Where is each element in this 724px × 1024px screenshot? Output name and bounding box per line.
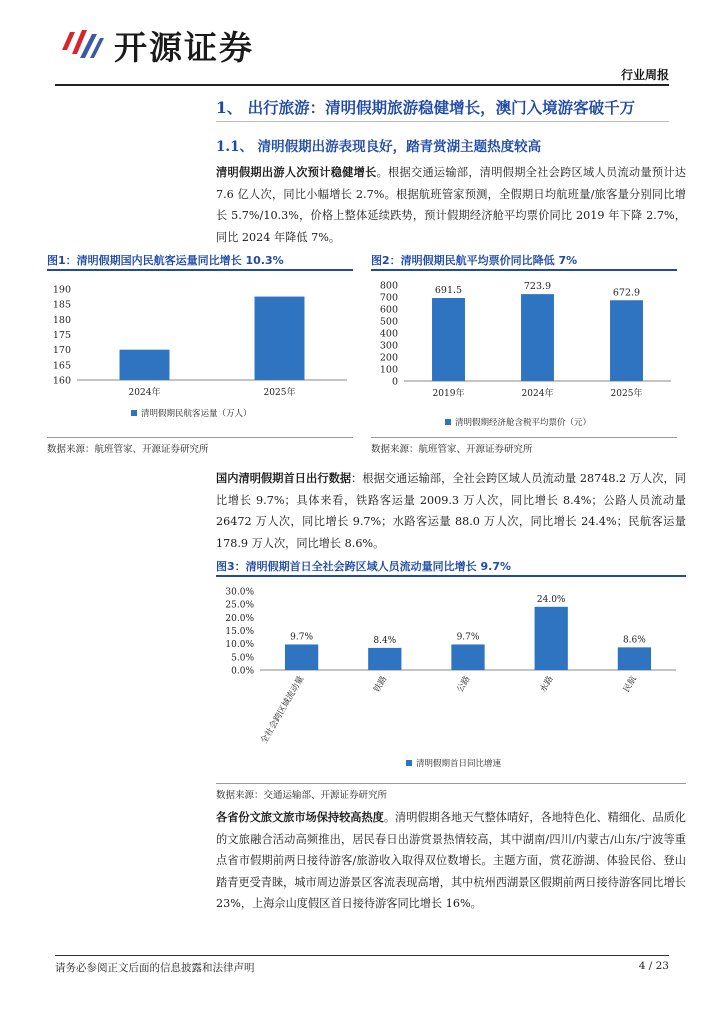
y-tick-label: 100 [379, 364, 398, 376]
y-tick-label: 160 [52, 375, 71, 387]
y-tick-label: 190 [52, 284, 71, 296]
y-tick-label: 165 [52, 360, 71, 372]
header-divider [55, 84, 669, 86]
paragraph-3-lead: 各省份文旅文旅市场保持较高热度 [216, 810, 384, 824]
page-number: 4 / 23 [638, 960, 669, 972]
data-label: 691.5 [434, 285, 463, 297]
y-tick-label: 10.0% [225, 640, 254, 651]
figure-3-bottom-rule [216, 783, 686, 784]
legend-swatch [406, 760, 412, 766]
y-tick-label: 200 [379, 352, 398, 364]
x-tick-label: 2025年 [263, 388, 296, 398]
subsection-heading: 1.1、 清明假期出游表现良好，踏青赏湖主题热度较高 [216, 139, 542, 155]
legend-swatch [445, 419, 451, 425]
x-tick-label: 2025年 [610, 389, 643, 399]
figure-1-chart [47, 271, 353, 431]
figure-2-chart [371, 271, 677, 431]
y-tick-label: 700 [379, 292, 398, 304]
y-tick-label: 30.0% [225, 587, 254, 598]
bar [120, 350, 170, 380]
bar [432, 298, 465, 381]
figure-3-source: 数据来源：交通运输部、开源证券研究所 [216, 790, 388, 801]
x-tick-label: 水路 [538, 674, 556, 695]
y-tick-label: 180 [52, 314, 71, 326]
data-label: 8.4% [373, 635, 397, 646]
bar [255, 297, 305, 380]
data-label: 24.0% [536, 594, 566, 605]
x-tick-label: 2024年 [128, 388, 161, 398]
figure-3-chart [216, 578, 686, 778]
figure-2-bottom-rule [371, 437, 677, 438]
y-tick-label: 185 [52, 299, 71, 311]
data-label: 9.7% [456, 632, 480, 643]
paragraph-1-body: 。根据交通运输部，清明假期全社会跨区域人员流动量预计达 7.6 亿人次，同比小幅增长 2.7%。根据航班管家预测，全假期日均航班量/旅客量分别同比增长 5.7%/10.3%，价格上整体延续跌势，预计假期经济舱平均票价同比 2019 年下降 2.7%，同比 2024 年降低 7%。 [216, 166, 686, 244]
figure-1-source: 数据来源：航班管家、开源证券研究所 [47, 444, 209, 455]
figure-1-bottom-rule [47, 437, 353, 438]
bar [451, 644, 484, 670]
y-tick-label: 400 [379, 328, 398, 340]
data-label: 8.6% [622, 635, 646, 646]
figure-2-title: 图2：清明假期民航平均票价同比降低 7% [371, 254, 578, 267]
x-tick-label: 2019年 [432, 389, 465, 399]
y-tick-label: 300 [379, 340, 398, 352]
figure-3-title: 图3：清明假期首日全社会跨区域人员流动量同比增长 9.7% [216, 560, 511, 573]
y-tick-label: 175 [52, 330, 71, 341]
x-tick-label: 公路 [455, 674, 473, 695]
paragraph-2-lead: 国内清明假期首日出行数据 [216, 471, 352, 485]
data-label: 672.9 [612, 287, 641, 299]
y-tick-label: 170 [52, 345, 71, 357]
y-tick-label: 500 [379, 316, 398, 328]
paragraph-3-body: 。清明假期各地天气整体晴好，各地特色化、精细化、品质化的文旅融合活动高频推出，居民春日出游赏景热情较高，其中湖南/四川/内蒙古/山东/宁波等重点省市假期前两日接待游客/旅游收入取得双位数增长。主题方面，赏花游湖、体验民俗、登山踏青更受青睐，城市周边游景区客流表现高增，其中杭州西湖景区假期前两日接待游客同比增长 23%，上海佘山度假区首日接待游客同比增长 16%。 [216, 811, 686, 910]
bar [610, 300, 643, 381]
y-tick-label: 15.0% [225, 627, 254, 637]
paragraph-2-body: ：根据交通运输部，全社会跨区域人员流动量 28748.2 万人次，同比增长 9.7%；具体来看，铁路客运量 2009.3 万人次，同比增长 8.4%；公路人员流动量 26472 万人次，同比增长 9.7%；水路客运量 88.0 万人次，同比增长 24.4%；民航客运量 178.9 万人次，同比增长 8.6%。 [216, 472, 686, 550]
x-tick-label: 民航 [621, 674, 639, 695]
x-tick-label: 2024年 [521, 389, 554, 399]
paragraph-1 [216, 162, 686, 248]
brand-name: 开源证券 [114, 28, 254, 67]
bar [618, 647, 651, 670]
bar [535, 607, 568, 670]
y-tick-label: 800 [379, 280, 398, 292]
data-label: 723.9 [523, 281, 552, 293]
paragraph-2 [216, 468, 686, 554]
footer-disclaimer: 请务必参阅正文后面的信息披露和法律声明 [55, 962, 255, 974]
figure-1-title: 图1：清明假期国内民航客运量同比增长 10.3% [47, 254, 284, 267]
data-label: 9.7% [290, 632, 314, 643]
figure-3-rule [216, 575, 686, 577]
y-tick-label: 0 [391, 376, 398, 388]
footer-divider [55, 955, 669, 956]
paragraph-3 [216, 807, 686, 915]
section-heading: 1、 出行旅游：清明假期旅游稳健增长，澳门入境游客破千万 [216, 98, 636, 117]
y-tick-label: 5.0% [231, 653, 254, 664]
y-tick-label: 0.0% [231, 666, 254, 677]
x-tick-label: 铁路 [372, 674, 390, 695]
y-tick-label: 600 [379, 304, 398, 316]
legend-swatch [131, 410, 137, 416]
report-type: 行业周报 [620, 68, 669, 82]
y-tick-label: 25.0% [225, 600, 254, 611]
x-tick-label: 全社会跨区域流动量 [259, 674, 307, 746]
brand-logo-icon [58, 24, 106, 64]
legend-label: 清明假期首日同比增速 [416, 759, 502, 769]
paragraph-1-lead: 清明假期出游人次预计稳健增长 [216, 165, 377, 179]
bar [285, 644, 318, 670]
section-divider [216, 121, 669, 122]
y-tick-label: 20.0% [225, 613, 254, 624]
legend-label: 清明假期民航客运量（万人） [141, 409, 252, 419]
legend-label: 清明假期经济舱含税平均票价（元） [455, 418, 592, 428]
figure-2-source: 数据来源：航班管家、开源证券研究所 [371, 444, 533, 455]
bar [521, 294, 554, 381]
bar [368, 648, 401, 670]
